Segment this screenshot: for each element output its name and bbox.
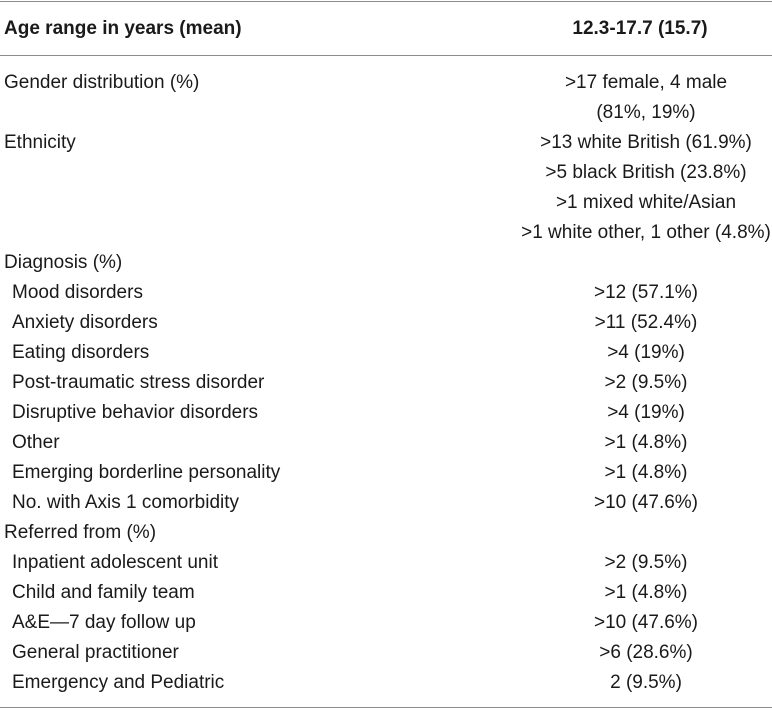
table-row-referred-heading: [0, 518, 772, 548]
row-value: [500, 458, 772, 488]
row-value: [500, 668, 772, 698]
table-row: [0, 278, 772, 308]
row-value-line: >1 (4.8%): [604, 432, 688, 453]
row-value-line: >6 (28.6%): [599, 642, 693, 663]
row-label: Post-traumatic stress disorder: [12, 372, 265, 393]
table-row: [0, 308, 772, 338]
row-value-line: >1 mixed white/Asian: [555, 192, 737, 213]
table-row: [0, 488, 772, 518]
header-value: 12.3-17.7 (15.7): [572, 17, 708, 39]
table-row: [0, 638, 772, 668]
row-label: No. with Axis 1 comorbidity: [12, 492, 240, 513]
row-label: General practitioner: [12, 642, 179, 663]
row-value-line: >4 (19%): [607, 342, 685, 363]
row-value: [500, 488, 772, 518]
row-value: [500, 548, 772, 578]
table-row: [0, 608, 772, 638]
row-value-line: >1 (4.8%): [604, 462, 688, 483]
row-value: [500, 248, 772, 278]
row-value-line: >10 (47.6%): [593, 612, 699, 633]
row-label: Referred from (%): [4, 522, 157, 543]
header-rule: [0, 55, 772, 56]
row-value-line: >17 female, 4 male: [564, 72, 728, 93]
row-value: [500, 578, 772, 608]
table-row: [0, 428, 772, 458]
header-label: Age range in years (mean): [4, 17, 242, 39]
table-row: [0, 668, 772, 698]
row-value-line: >4 (19%): [607, 402, 685, 423]
bottom-rule: [0, 707, 772, 708]
row-value-line: >1 white other, 1 other (4.8%): [521, 222, 771, 243]
row-label: Inpatient adolescent unit: [12, 552, 218, 573]
row-label: Ethnicity: [4, 132, 76, 153]
row-value-line: >13 white British (61.9%): [540, 132, 752, 153]
row-value-line: >2 (9.5%): [604, 552, 688, 573]
row-label: Emergency and Pediatric: [12, 672, 225, 693]
row-value-line: 2 (9.5%): [610, 672, 682, 693]
table-row: [0, 398, 772, 428]
row-label: Child and family team: [12, 582, 195, 603]
table-header-row: [0, 2, 772, 55]
row-value-line: >12 (57.1%): [593, 282, 699, 303]
table-row: [0, 338, 772, 368]
table-body: [0, 68, 772, 698]
row-value-line: >10 (47.6%): [593, 492, 699, 513]
row-value: [500, 128, 772, 248]
row-value: [500, 608, 772, 638]
row-label: Gender distribution (%): [4, 72, 200, 93]
row-value-line: >11 (52.4%): [594, 312, 698, 333]
table-row-gender: [0, 68, 772, 128]
row-value: [500, 338, 772, 368]
row-value-line: >2 (9.5%): [604, 372, 688, 393]
row-label: Mood disorders: [12, 282, 143, 303]
row-label: Disruptive behavior disorders: [12, 402, 259, 423]
table-row: [0, 368, 772, 398]
row-label: Emerging borderline personality: [12, 462, 281, 483]
table-row-ethnicity: [0, 128, 772, 248]
row-value: [500, 368, 772, 398]
table-row: [0, 458, 772, 488]
row-label: Diagnosis (%): [4, 252, 123, 273]
row-label: Anxiety disorders: [12, 312, 158, 333]
row-value: [500, 428, 772, 458]
row-value: [500, 638, 772, 668]
table-row-diagnosis-heading: [0, 248, 772, 278]
table-row: [0, 578, 772, 608]
row-label: Other: [12, 432, 60, 453]
row-value-line: (81%, 19%): [596, 102, 696, 123]
row-label: Eating disorders: [12, 342, 150, 363]
row-value: [500, 278, 772, 308]
row-label: A&E—7 day follow up: [12, 612, 196, 633]
row-value-line: >1 (4.8%): [604, 582, 688, 603]
row-value: [500, 68, 772, 128]
row-value: [500, 398, 772, 428]
row-value: [500, 308, 772, 338]
row-value-line: >5 black British (23.8%): [545, 162, 747, 183]
table-row: [0, 548, 772, 578]
row-value: [500, 518, 772, 548]
